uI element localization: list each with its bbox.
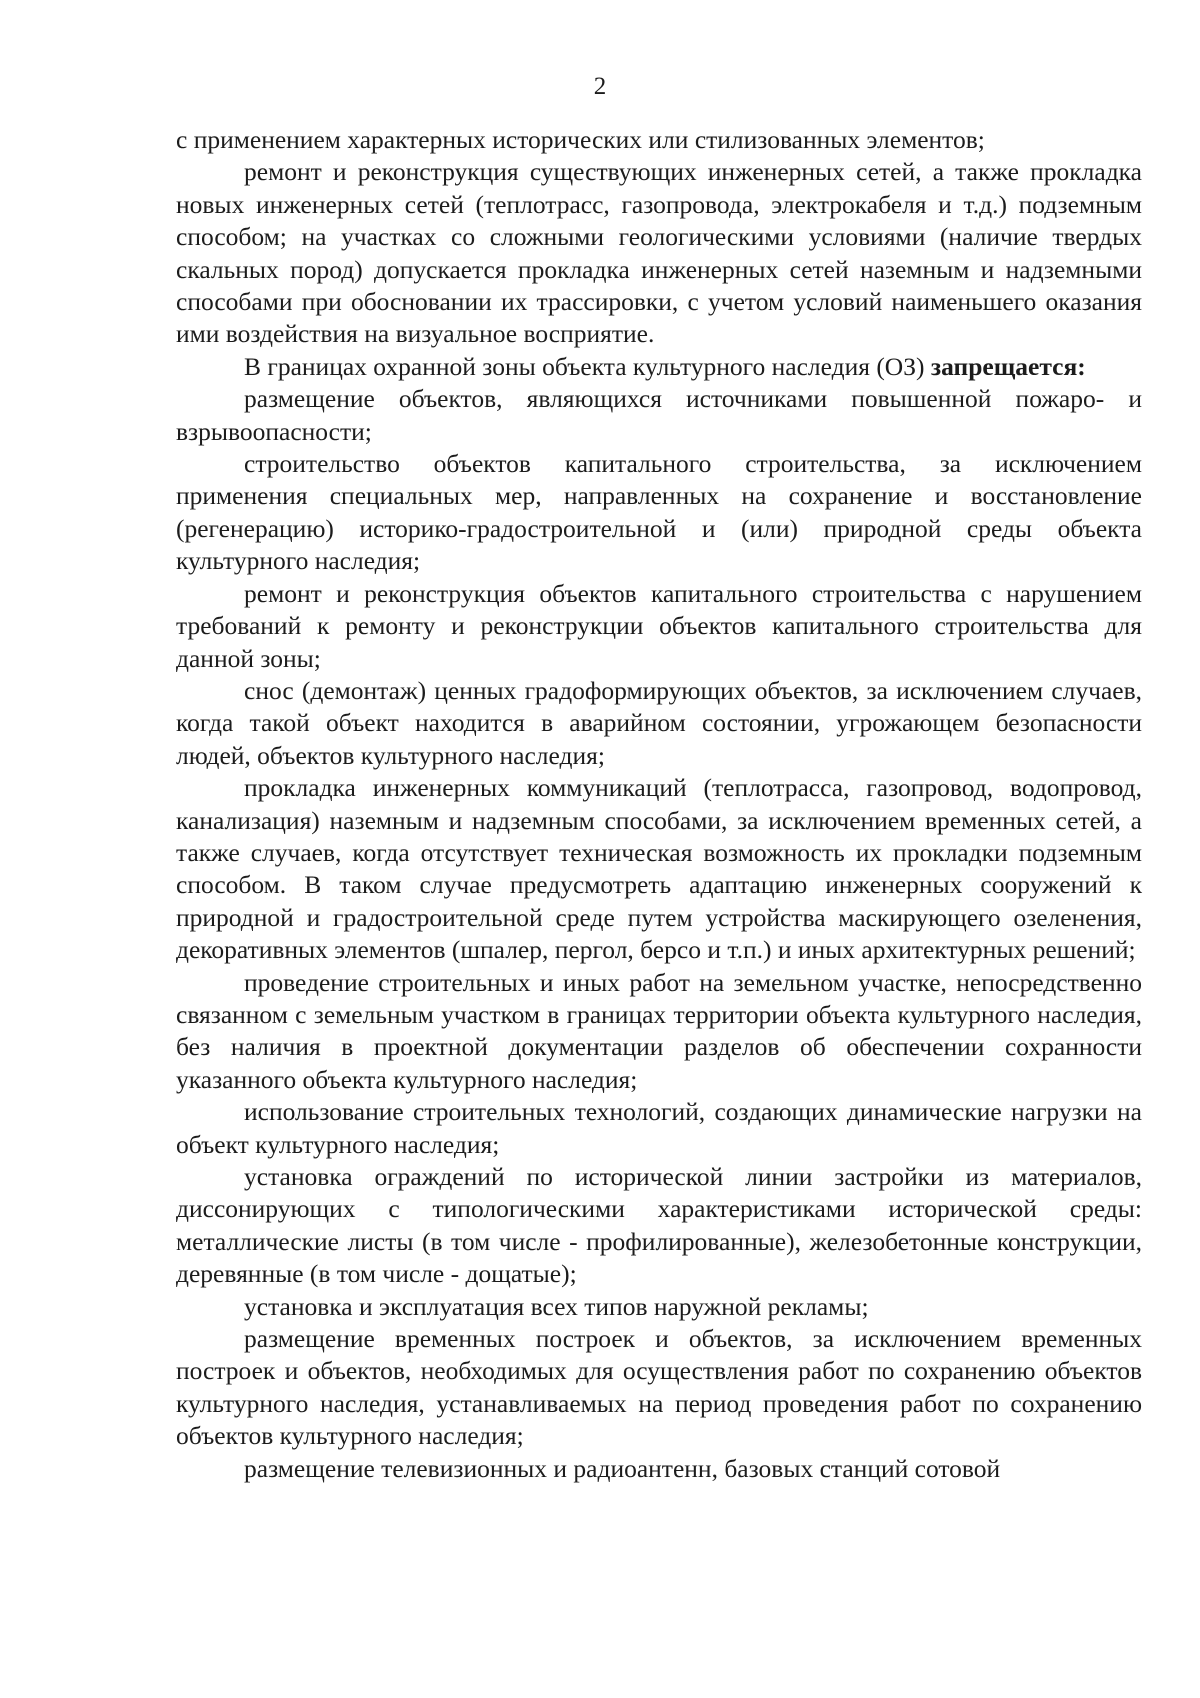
paragraph: прокладка инженерных коммуникаций (теплотрасса, газопровод, водопровод, канализация) наземным и надземным способами, за исключением временных сетей, а также случаев, когда отсутствует техническая возможность их прокладки подземным способом. В таком случае предусмотреть адаптацию инженерных сооружений к природной и градостроительной среде путем устройства маскирующего озеленения, декоративных элементов (шпалер, пергол, берсо и т.п.) и иных архитектурных решений;	[176, 773, 1142, 965]
zone-heading	[176, 351, 1142, 383]
paragraph: размещение телевизионных и радиоантенн, базовых станций сотовой	[244, 1453, 1001, 1483]
paragraph: размещение объектов, являющихся источниками повышенной пожаро- и взрывоопасности;	[176, 384, 1142, 446]
paragraph: снос (демонтаж) ценных градоформирующих объектов, за исключением случаев, когда такой объект находится в аварийном состоянии, угрожающем безопасности людей, объектов культурного наследия;	[176, 675, 1142, 770]
paragraph: размещение временных построек и объектов, за исключением временных построек и объектов, необходимых для осуществления работ по сохранению объектов культурного наследия, устанавливаемых на период проведения работ по сохранению объектов культурного наследия;	[176, 1324, 1142, 1451]
paragraph: с применением характерных исторических или стилизованных элементов;	[176, 125, 985, 154]
paragraph: использование строительных технологий, создающих динамические нагрузки на объект культурного наследия;	[176, 1097, 1142, 1159]
zone-heading-bold: запрещается:	[930, 351, 1086, 381]
page-number: 2	[593, 73, 607, 100]
paragraph: проведение строительных и иных работ на земельном участке, непосредственно связанном с земельным участком в границах территории объекта культурного наследия, без наличия в проектной документации разделов об обеспечении сохранности указанного объекта культурного наследия;	[176, 967, 1142, 1094]
document-body	[176, 124, 1142, 1485]
zone-heading-text: В границах охранной зоны объекта культурного наследия (ОЗ)	[244, 351, 931, 381]
paragraph: установка и эксплуатация всех типов наружной рекламы;	[244, 1291, 869, 1321]
paragraph: ремонт и реконструкция существующих инженерных сетей, а также прокладка новых инженерных сетей (теплотрасс, газопровода, электрокабеля и т.д.) подземным способом; на участках со сложными геологическими условиями (наличие твердых скальных пород) допускается прокладка инженерных сетей наземным и надземными способами при обосновании их трассировки, с учетом условий наименьшего оказания ими воздействия на визуальное восприятие.	[176, 157, 1142, 349]
paragraph: ремонт и реконструкция объектов капитального строительства с нарушением требований к ремонту и реконструкции объектов капитального строительства для данной зоны;	[176, 578, 1142, 673]
paragraph: установка ограждений по исторической линии застройки из материалов, диссонирующих с типологическими характеристиками исторической среды: металлические листы (в том числе - профилированные), железобетонные конструкции, деревянные (в том числе - дощатые);	[176, 1162, 1142, 1289]
paragraph: строительство объектов капитального строительства, за исключением применения специальных мер, направленных на сохранение и восстановление (регенерацию) историко-градостроительной и (или) природной среды объекта культурного наследия;	[176, 449, 1142, 576]
